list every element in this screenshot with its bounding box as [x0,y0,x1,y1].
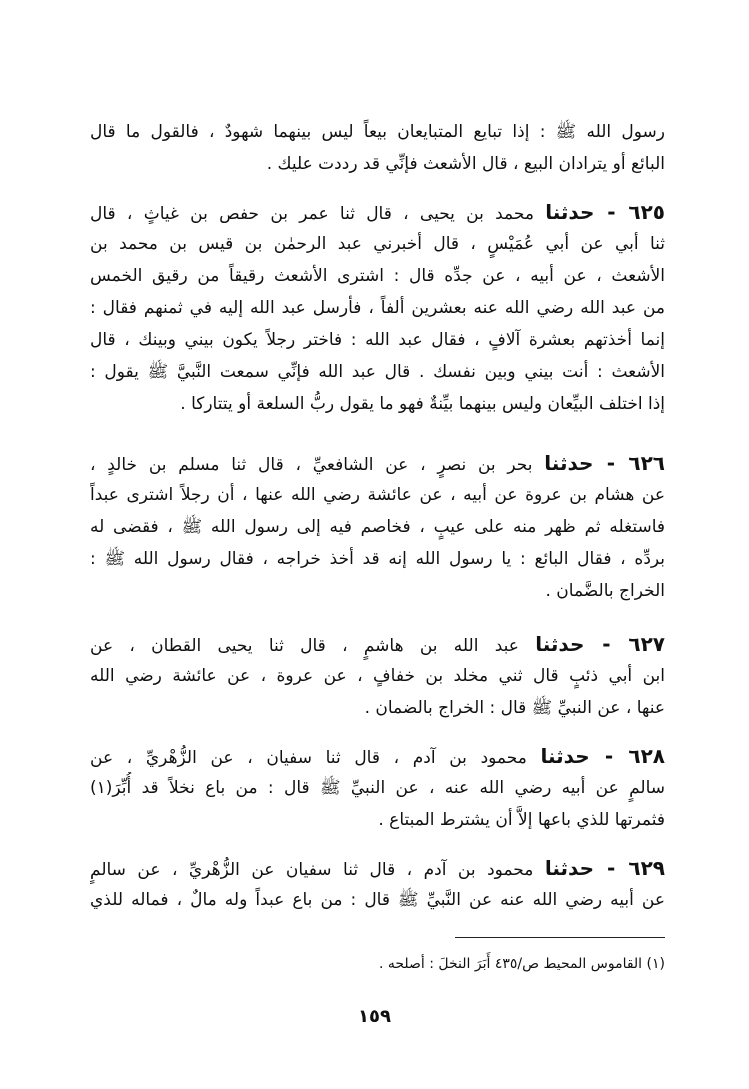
text-line: الخراج بالضَّمان . [545,581,665,601]
text-line: عنها ، عن النبيِّ ﷺ قال : الخراج بالضمان . [364,698,665,718]
footnote-divider [455,937,665,938]
hadith-628 [90,740,665,836]
hadith-number: ٦٢٩ - حدثنا [544,856,665,880]
text-line: عن أبيه رضي الله عنه عن النَّبيِّ ﷺ قال : من باع عبداً وله مالٌ ، فماله للذي [90,890,665,910]
page-number: ١٥٩ [358,1006,391,1027]
text-line: محمود بن آدم ، قال ثنا سفيان ، عن الزُّهْريِّ ، عن [90,748,527,768]
text-line: البائع أو يترادان البيع ، قال الأشعث فإنِّي قد رددت عليك . [266,154,665,174]
text-line: بردِّه ، فقال البائع : يا رسول الله إنه قد أخذ خراجه ، فقال رسول الله ﷺ : [90,549,665,569]
text-line: إنما أخذتهم بعشرة آلافٍ ، فقال عبد الله : فاختر رجلاً يكون بيني وبينك ، قال [90,330,665,350]
text-line: عبد الله بن هاشمٍ ، قال ثنا يحيى القطان ، عن [90,636,519,656]
hadith-629 [90,852,665,916]
text-line: محمود بن آدم ، قال ثنا سفيان عن الزُّهْريِّ ، عن سالمٍ [90,860,534,880]
footnote: (١) القاموس المحيط ص/٤٣٥ أَبَرَ النخلَ : أصلحه . [378,956,665,972]
hadith-first-line [90,628,665,660]
text-line: إذا اختلف البيِّعان وليس بينهما بيِّنةٌ فهو ما يقول ربُّ السلعة أو يتتاركا . [180,394,665,414]
hadith-627 [90,628,665,724]
hadith-first-line [90,447,665,479]
hadith-number: ٦٢٧ - حدثنا [535,632,665,656]
hadith-first-line [90,852,665,884]
text-line: من عبد الله رضي الله عنه بعشرين ألفاً ، فأرسل عبد الله إليه في ثمنهم فقال : [90,298,665,318]
text-line: عن هشام بن عروة عن أبيه ، عن عائشة رضي الله عنها ، أن رجلاً اشترى عبداً [90,485,665,505]
text-line: بحر بن نصرٍ ، عن الشافعيِّ ، قال ثنا مسلم بن خالدٍ ، [90,455,533,475]
text-line: ثنا أبي عن أبي عُمَيْسٍ ، قال أخبرني عبد الرحمٰن بن قيس بن محمد بن [90,234,665,254]
text-line: الأشعث ، عن أبيه ، عن جدِّه قال : اشترى الأشعث رقيقاً من رقيق الخمس [90,266,665,286]
paragraph-intro [90,116,665,180]
text-line: فثمرتها للذي باعها إلاَّ أن يشترط المبتاع . [378,810,665,830]
text-line: فاستغله ثم ظهر منه على عيبٍ ، فخاصم فيه إلى رسول الله ﷺ ، فقضى له [90,517,665,537]
text-line: ابن أبي ذئبٍ قال ثني مخلد بن خفافٍ ، عن عروة ، عن عائشة رضي الله [90,666,665,686]
hadith-number: ٦٢٦ - حدثنا [544,451,665,475]
hadith-625 [90,196,665,420]
hadith-first-line [90,196,665,228]
text-line: سالمٍ عن أبيه رضي الله عنه ، عن النبيِّ ﷺ قال : من باع نخلاً قد أُبِّرَ(١) [90,778,665,798]
text-line: رسول الله ﷺ : إذا تبايع المتبايعان بيعاً ليس بينهما شهودٌ ، فالقول ما قال [90,122,665,142]
text-line: محمد بن يحيى ، قال ثنا عمر بن حفص بن غياثٍ ، قال [90,204,534,224]
hadith-number: ٦٢٥ - حدثنا [545,200,665,224]
hadith-626 [90,447,665,607]
hadith-number: ٦٢٨ - حدثنا [540,744,665,768]
text-line: الأشعث : أنت بيني وبين نفسك . قال عبد الله فإنِّي سمعت النَّبيَّ ﷺ يقول : [90,362,665,382]
hadith-first-line [90,740,665,772]
